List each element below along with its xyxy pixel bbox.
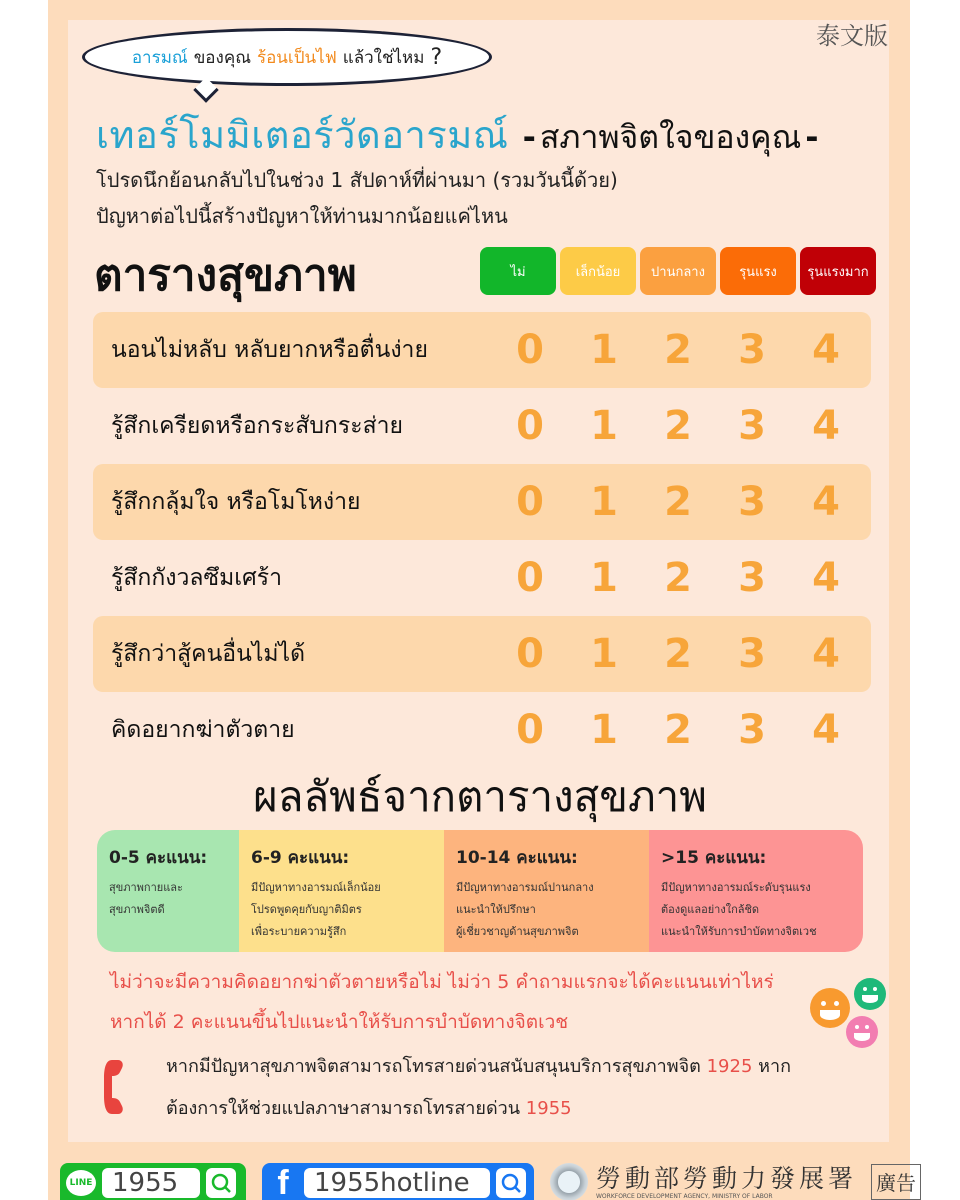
- score-option[interactable]: 0: [516, 403, 544, 449]
- score-option[interactable]: 2: [664, 631, 692, 677]
- smiley-orange-icon: [810, 988, 850, 1028]
- smiley-faces-icon: [808, 978, 888, 1048]
- result-line: ต้องดูแลอย่างใกล้ชิด: [661, 903, 760, 916]
- result-line: มีปัญหาทางอารมณ์ระดับรุนแรง: [661, 881, 811, 894]
- intro-line-1: โปรดนึกย้อนกลับไปในช่วง 1 สัปดาห์ที่ผ่านมา (รวมวันนี้ด้วย): [96, 168, 618, 192]
- agency-name-cn: 勞動部勞動力發展署: [596, 1163, 858, 1193]
- ad-label: 廣告: [871, 1164, 921, 1200]
- agency-name-en: WORKFORCE DEVELOPMENT AGENCY, MINISTRY OF LABOR: [596, 1192, 773, 1200]
- legend-severe: รุนแรง: [720, 247, 796, 295]
- symptom-label: รู้สึกเครียดหรือกระสับกระส่าย: [111, 413, 403, 439]
- line-logo-icon: LINE: [66, 1170, 96, 1196]
- facebook-search-badge[interactable]: [262, 1163, 534, 1200]
- legend-mild: เล็กน้อย: [560, 247, 636, 295]
- result-band-10-14: [444, 830, 649, 952]
- score-option[interactable]: 1: [590, 479, 618, 525]
- score-option[interactable]: 4: [812, 403, 840, 449]
- bubble-hot: ร้อนเป็นไฟ: [256, 47, 337, 68]
- edition-label: 泰文版: [816, 22, 888, 50]
- smiley-pink-icon: [846, 1016, 878, 1048]
- table-row: [93, 464, 871, 540]
- score-option[interactable]: 3: [738, 707, 766, 753]
- result-line: เพื่อระบายความรู้สึก: [251, 925, 347, 938]
- result-band-over-15: [649, 830, 863, 952]
- result-line: มีปัญหาทางอารมณ์เล็กน้อย: [251, 881, 381, 894]
- score-option[interactable]: 1: [590, 327, 618, 373]
- table-row: [93, 388, 871, 464]
- result-line: แนะนำให้ปรึกษา: [456, 903, 536, 916]
- score-option[interactable]: 0: [516, 555, 544, 601]
- result-bands: [97, 830, 863, 952]
- score-option[interactable]: 0: [516, 707, 544, 753]
- bubble-right: แล้วใช่ไหม: [342, 47, 425, 68]
- symptom-label: รู้สึกว่าสู้คนอื่นไม่ได้: [111, 641, 306, 667]
- score-option[interactable]: 3: [738, 479, 766, 525]
- table-row: [93, 312, 871, 388]
- page-title: [96, 104, 823, 165]
- score-option[interactable]: 2: [664, 707, 692, 753]
- table-row: [93, 616, 871, 692]
- facebook-logo-icon: f: [277, 1163, 289, 1200]
- severity-legend: [480, 247, 876, 295]
- hotline-line-2: ต้องการให้ช่วยแปลภาษาสามารถโทรสายด่วน: [166, 1098, 526, 1119]
- result-range: >15 คะแนน:: [661, 848, 767, 868]
- score-option[interactable]: 4: [812, 707, 840, 753]
- score-option[interactable]: 4: [812, 555, 840, 601]
- phone-icon: [102, 1058, 136, 1116]
- intro-line-2: ปัญหาต่อไปนี้สร้างปัญหาให้ท่านมากน้อยแค่ไหน: [96, 204, 508, 228]
- result-range: 6-9 คะแนน:: [251, 848, 350, 868]
- table-row: [93, 540, 871, 616]
- score-option[interactable]: 2: [664, 327, 692, 373]
- legend-very-severe: รุนแรงมาก: [800, 247, 876, 295]
- legend-none: ไม่: [480, 247, 556, 295]
- facebook-search-input[interactable]: 1955hotline: [304, 1168, 490, 1198]
- title-main: เทอร์โมมิเตอร์วัดอารมณ์: [96, 113, 509, 157]
- bubble-yours: ของคุณ: [193, 47, 251, 68]
- score-option[interactable]: 1: [590, 631, 618, 677]
- score-option[interactable]: 0: [516, 479, 544, 525]
- result-range: 0-5 คะแนน:: [109, 848, 208, 868]
- score-option[interactable]: 2: [664, 479, 692, 525]
- score-option[interactable]: 4: [812, 479, 840, 525]
- result-band-0-5: [97, 830, 239, 952]
- hotline-number-1955[interactable]: 1955: [525, 1098, 572, 1119]
- symptom-label: รู้สึกกลุ้มใจ หรือโมโหง่าย: [111, 489, 361, 515]
- score-option[interactable]: 1: [590, 707, 618, 753]
- result-line: โปรดพูดคุยกับญาติมิตร: [251, 903, 362, 916]
- result-line: สุขภาพกายและ: [109, 881, 183, 894]
- warning-line-1: ไม่ว่าจะมีความคิดอยากฆ่าตัวตายหรือไม่ ไม่ว่า 5 คำถามแรกจะได้คะแนนเท่าไหร่: [110, 971, 774, 993]
- title-sub: - สภาพจิตใจของคุณ -: [519, 112, 823, 163]
- agency-branding: [550, 1163, 921, 1200]
- result-band-6-9: [239, 830, 444, 952]
- score-option[interactable]: 0: [516, 631, 544, 677]
- warning-note: [110, 962, 774, 1042]
- bubble-question-mark: ?: [430, 44, 443, 70]
- score-option[interactable]: 1: [590, 403, 618, 449]
- score-option[interactable]: 1: [590, 555, 618, 601]
- symptom-table: [93, 312, 871, 768]
- hotline-number-1925[interactable]: 1925: [706, 1056, 753, 1077]
- speech-bubble: [82, 28, 492, 86]
- score-option[interactable]: 3: [738, 631, 766, 677]
- search-icon[interactable]: [496, 1168, 526, 1198]
- score-option[interactable]: 2: [664, 555, 692, 601]
- hotline-text: [166, 1046, 886, 1130]
- score-option[interactable]: 0: [516, 327, 544, 373]
- search-icon[interactable]: [206, 1168, 236, 1198]
- agency-emblem-icon: [550, 1163, 588, 1200]
- symptom-label: คิดอยากฆ่าตัวตาย: [111, 717, 295, 743]
- result-line: มีปัญหาทางอารมณ์ปานกลาง: [456, 881, 594, 894]
- footer-bar: [60, 1163, 921, 1200]
- result-line: ผู้เชี่ยวชาญด้านสุขภาพจิต: [456, 925, 579, 938]
- legend-moderate: ปานกลาง: [640, 247, 716, 295]
- hotline-line-1: หากมีปัญหาสุขภาพจิตสามารถโทรสายด่วนสนับสนุนบริการสุขภาพจิต: [166, 1056, 707, 1077]
- bubble-emotion: อารมณ์: [131, 47, 188, 68]
- hotline-line-1-tail: หาก: [752, 1056, 791, 1077]
- smiley-green-icon: [854, 978, 886, 1010]
- table-row: [93, 692, 871, 768]
- result-line: แนะนำให้รับการบำบัดทางจิตเวช: [661, 925, 817, 938]
- result-range: 10-14 คะแนน:: [456, 848, 578, 868]
- result-title: ผลลัพธ์จากตารางสุขภาพ: [253, 772, 707, 821]
- line-search-input[interactable]: 1955: [102, 1168, 200, 1198]
- warning-line-2: หากได้ 2 คะแนนขึ้นไปแนะนำให้รับการบำบัดทางจิตเวช: [110, 1011, 569, 1033]
- line-search-badge[interactable]: [60, 1163, 246, 1200]
- score-option[interactable]: 3: [738, 327, 766, 373]
- score-option[interactable]: 2: [664, 403, 692, 449]
- result-line: สุขภาพจิตดี: [109, 903, 165, 916]
- score-option[interactable]: 4: [812, 631, 840, 677]
- score-option[interactable]: 3: [738, 403, 766, 449]
- score-option[interactable]: 3: [738, 555, 766, 601]
- symptom-label: นอนไม่หลับ หลับยากหรือตื่นง่าย: [111, 337, 428, 363]
- score-option[interactable]: 4: [812, 327, 840, 373]
- table-title: ตารางสุขภาพ: [94, 250, 357, 301]
- symptom-label: รู้สึกกังวลซึมเศร้า: [111, 565, 282, 591]
- intro-text: [96, 162, 618, 234]
